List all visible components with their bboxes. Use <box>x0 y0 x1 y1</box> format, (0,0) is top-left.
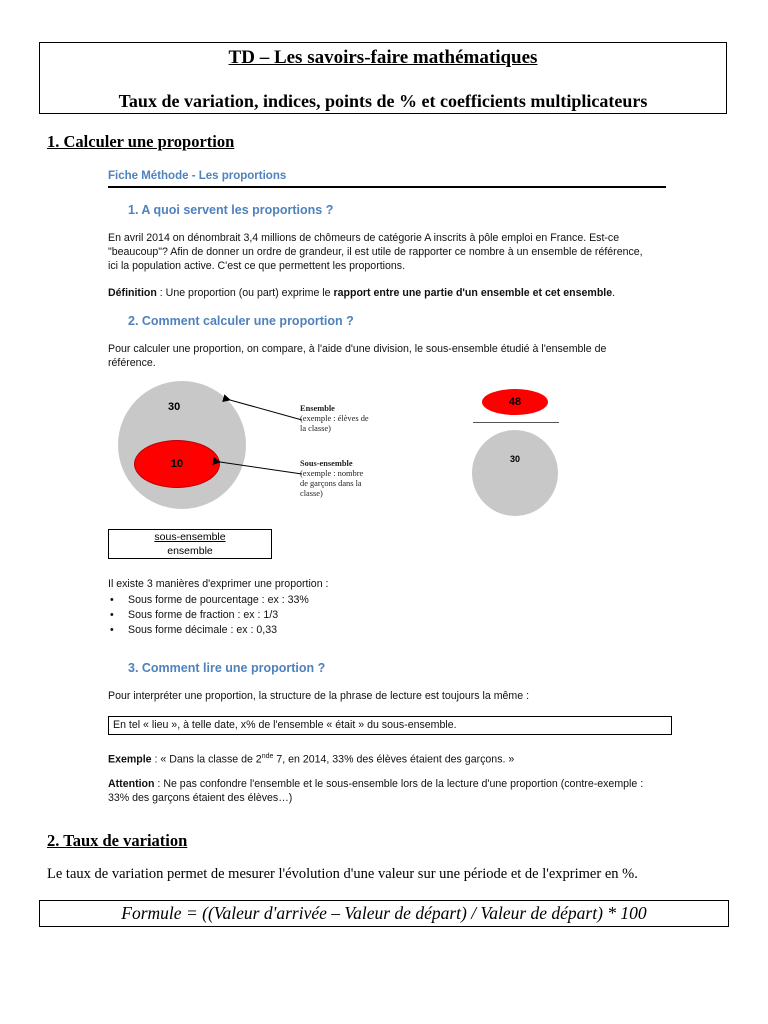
paragraph-1-line-3: ici la population active. C'est ce que permettent les proportions. <box>108 260 406 272</box>
fiche-title: Fiche Méthode - Les proportions <box>108 170 287 182</box>
ensemble-note-2: la classe) <box>300 424 331 433</box>
document-subtitle: Taux de variation, indices, points de % et coefficients multiplicateurs <box>118 91 648 111</box>
list-item: • Sous forme de pourcentage : ex : 33% <box>108 593 309 608</box>
definition-emphasis: rapport entre une partie d'un ensemble et cet ensemble <box>333 287 613 299</box>
sous-ensemble-note-2: de garçons dans la <box>300 479 362 488</box>
sous-ensemble-note-3: classe) <box>300 489 323 498</box>
definition-end: . <box>612 287 616 299</box>
attention-line-2: 33% des garçons étaient des élèves…) <box>108 792 293 804</box>
definition-text: : Une proportion (ou part) exprime le <box>156 287 334 299</box>
attention-note <box>108 777 688 805</box>
question-3-heading: 3. Comment lire une proportion ? <box>128 661 326 675</box>
sous-ensemble-note-1: (exemple : nombre <box>300 469 364 478</box>
fraction-formula-box <box>108 529 272 559</box>
question-2-heading: 2. Comment calculer une proportion ? <box>128 314 354 328</box>
question-1-heading: 1. A quoi servent les proportions ? <box>128 203 334 217</box>
sous-ensemble-annotation <box>300 459 363 499</box>
section-2-heading: 2. Taux de variation <box>47 831 188 850</box>
section-1-heading: 1. Calculer une proportion <box>47 132 235 151</box>
paragraph-1-line-2: "beaucoup"? Afin de donner un ordre de grandeur, il est utile de rapporter ce nombre à un ensemble de référence, <box>108 246 643 258</box>
paragraph-2-line-1: Pour calculer une proportion, on compare, à l'aide d'une division, le sous-ensemble étudié à l'ensemble de <box>108 343 607 355</box>
list-item: • Sous forme décimale : ex : 0,33 <box>108 623 309 638</box>
ensemble-label: Ensemble <box>300 404 335 413</box>
section-2-text: Le taux de variation permet de mesurer l'évolution d'une valeur sur une période et de l'exprimer en %. <box>47 866 638 882</box>
fraction-bar <box>473 422 559 423</box>
title-box <box>39 42 727 114</box>
attention-line-1: : Ne pas confondre l'ensemble et le sous-ensemble lors de la lecture d'une proportion (contre-exemple : <box>154 778 644 790</box>
attention-label: Attention <box>108 778 155 790</box>
ensemble-arrow <box>230 400 302 420</box>
example-text-a: : « Dans la classe de 2 <box>151 753 262 766</box>
ensemble-value: 30 <box>168 401 181 413</box>
ensemble-annotation <box>300 404 369 434</box>
paragraph-2-line-2: référence. <box>108 357 156 369</box>
paragraph-3: Pour interpréter une proportion, la structure de la phrase de lecture est toujours la même : <box>108 690 530 702</box>
list-item: • Sous forme de fraction : ex : 1/3 <box>108 608 309 623</box>
fraction-denominator-value: 30 <box>509 454 520 464</box>
fraction-denominator-circle <box>472 430 558 516</box>
fraction-numerator-ellipse <box>482 389 548 415</box>
fraction-numerator: sous-ensemble <box>154 531 226 543</box>
example-superscript: nde <box>261 753 274 760</box>
fraction-denominator: ensemble <box>167 545 213 557</box>
example-text-b: 7, en 2014, 33% des élèves étaient des garçons. » <box>273 753 515 766</box>
document-title: TD – Les savoirs-faire mathématiques <box>228 47 538 68</box>
paragraph-1-line-1: En avril 2014 on dénombrait 3,4 millions de chômeurs de catégorie A inscrits à pôle emploi en France. Est-ce <box>108 232 620 244</box>
example-label: Exemple <box>108 753 152 766</box>
diagram-arrows <box>210 390 310 480</box>
example <box>108 750 514 767</box>
ways-list <box>108 593 309 638</box>
fiche-divider <box>108 186 666 188</box>
ensemble-note-1: (exemple : élèves de <box>300 414 369 423</box>
paragraph-1 <box>108 231 678 273</box>
formula-box: Formule = ((Valeur d'arrivée – Valeur de départ) / Valeur de départ) * 100 <box>39 900 729 927</box>
definition <box>108 286 615 300</box>
paragraph-2 <box>108 342 678 370</box>
ways-intro: Il existe 3 manières d'exprimer une proportion : <box>108 578 329 590</box>
fraction-numerator-value: 48 <box>508 396 522 408</box>
sous-ensemble-circle <box>134 440 220 488</box>
sous-ensemble-value: 10 <box>170 458 184 470</box>
sous-ensemble-label: Sous-ensemble <box>300 459 353 468</box>
sous-ensemble-arrow <box>220 462 302 474</box>
definition-label: Définition <box>108 287 157 299</box>
lecture-sentence-box: En tel « lieu », à telle date, x% de l'ensemble « était » du sous-ensemble. <box>108 716 672 735</box>
